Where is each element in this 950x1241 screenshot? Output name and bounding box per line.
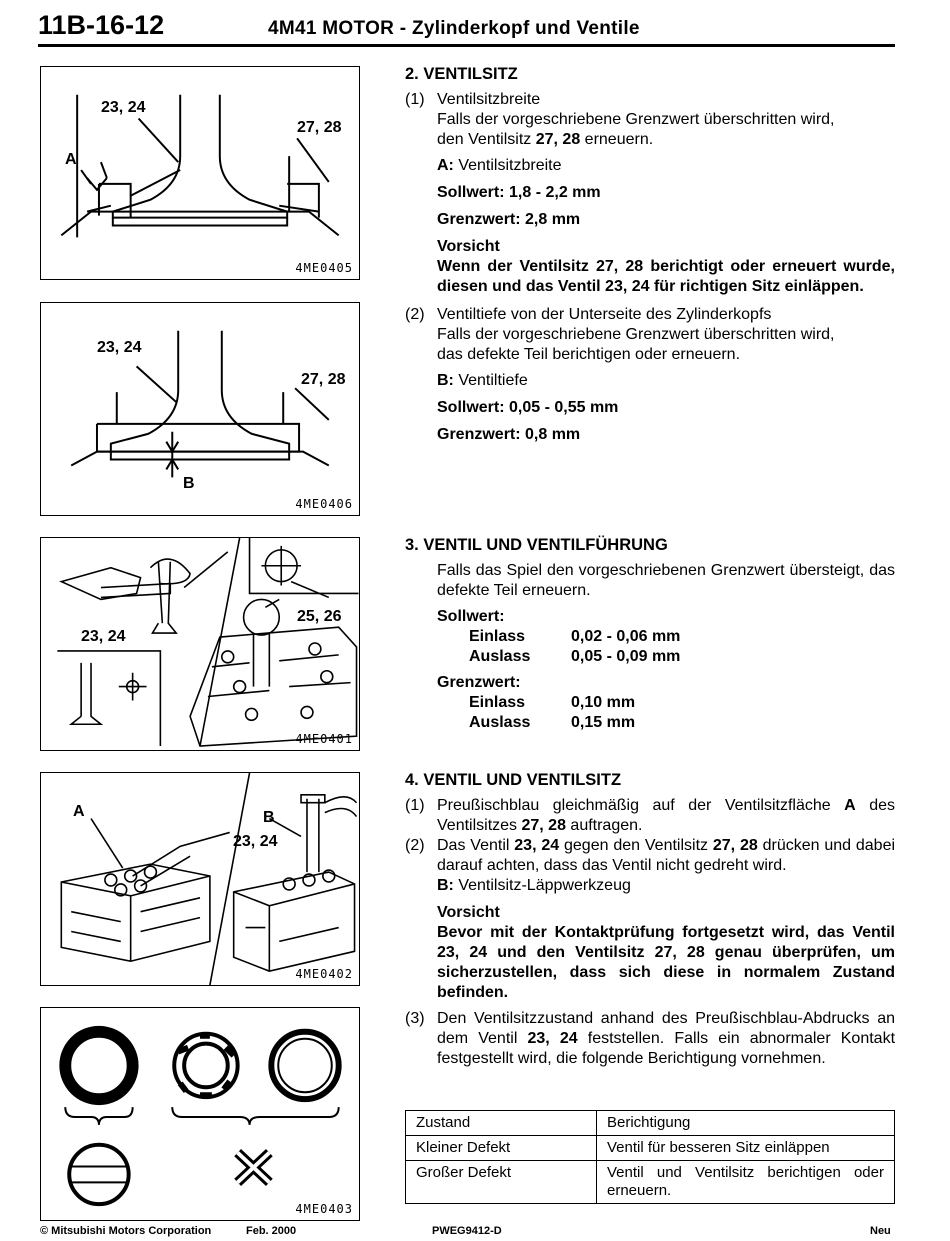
footer-doc-code: PWEG9412-D: [432, 1225, 502, 1237]
step-text: Falls der vorgeschriebene Grenzwert überschritten wird,: [437, 111, 835, 128]
figure-code: 4ME0406: [295, 497, 353, 511]
step-item: (2) Das Ventil 23, 24 gegen den Ventilsitz 27, 28 drücken und dabei darauf achten, dass das Ventil nicht gedreht wird. B: Ventilsitz-Läppwerkzeug Vorsicht Bevor mit der Kontaktprüfung fortgesetzt wird, das Ventil 23, 24 und den Ventilsitz 27, 28 genau überprüfen, um sicherzustellen, dass sich diese in normalem Zustand befinden.: [405, 837, 896, 1001]
step-text: den Ventilsitz 27, 28 erneuern.: [437, 131, 654, 148]
step-item: (1) Preußischblau gleichmäßig auf der Ventilsitzfläche A des Ventilsitzes 27, 28 auftragen.: [405, 797, 895, 834]
step-number: (2): [405, 837, 425, 854]
step-text: das defekte Teil berichtigen oder erneuern.: [437, 346, 741, 363]
callout-label: 23, 24: [81, 628, 126, 645]
section-heading: 4. VENTIL UND VENTILSITZ: [405, 771, 622, 789]
figure-code: 4ME0402: [295, 967, 353, 981]
section-ventil-ventilsitz: [405, 770, 895, 1069]
callout-label: A: [73, 803, 85, 820]
spec-value: Sollwert: 0,05 - 0,55 mm: [437, 399, 619, 416]
figure-valve-seat-width: [40, 66, 360, 280]
caution-text: Bevor mit der Kontaktprüfung fortgesetzt wird, das Ventil 23, 24 und den Ventilsitz 27, 28 genau überprüfen, um sicherzustellen, dass sich diese in normalem Zustand befinden.: [437, 924, 895, 1001]
figure-valve-depth: [40, 302, 360, 516]
step-item: [405, 90, 895, 297]
figure-code: 4ME0401: [295, 732, 353, 746]
limit-heading: Grenzwert:: [437, 674, 521, 691]
legend-a: A: Ventilsitzbreite: [437, 157, 562, 174]
caution-text: Wenn der Ventilsitz 27, 28 berichtigt oder erneuert wurde, diesen und das Ventil 23, 24 für richtigen Sitz einläppen.: [437, 258, 895, 295]
spec-row: Auslass 0,05 - 0,09 mm: [469, 648, 681, 665]
contact-patterns-drawing: [41, 1008, 359, 1220]
callout-label: 27, 28: [297, 119, 342, 136]
legend-b: B: Ventiltiefe: [437, 372, 528, 389]
step-item: [405, 305, 895, 445]
step-text: Falls der vorgeschriebene Grenzwert überschritten wird,: [437, 326, 835, 343]
callout-label: 23, 24: [97, 339, 142, 356]
step-number: (3): [405, 1010, 425, 1027]
callout-label: B: [263, 809, 275, 826]
footer-status: Neu: [870, 1225, 891, 1237]
figure-valve-lapping: [40, 772, 360, 986]
limit-row: Auslass 0,15 mm: [469, 714, 636, 731]
step-title: Ventilsitzbreite: [437, 91, 541, 108]
callout-label: 25, 26: [297, 608, 342, 625]
table-row: [406, 1161, 895, 1204]
figure-code: 4ME0403: [295, 1202, 353, 1216]
footer-copyright: © Mitsubishi Motors Corporation: [40, 1225, 212, 1237]
limit-list: [405, 693, 895, 733]
section-text: Falls das Spiel den vorgeschriebenen Grenzwert übersteigt, das defekte Teil erneuern.: [437, 562, 895, 599]
correction-table: [405, 1110, 895, 1204]
table-header: Zustand: [406, 1111, 597, 1136]
step-item: (3) Den Ventilsitzzustand anhand des Preußischblau-Abdrucks an dem Ventil 23, 24 feststellen. Falls ein abnormaler Kontakt festgestellt wird, die folgende Berichtigung vornehmen.: [405, 1010, 896, 1067]
figure-valve-guide-clearance: [40, 537, 360, 751]
spec-heading: Sollwert:: [437, 608, 505, 625]
table-header-row: [406, 1111, 895, 1136]
callout-label: A: [65, 151, 77, 168]
limit-value: Grenzwert: 2,8 mm: [437, 211, 581, 228]
valve-depth-drawing: [41, 303, 359, 515]
step-title: Ventiltiefe von der Unterseite des Zylinderkopfs: [437, 306, 772, 323]
table-header: Berichtigung: [597, 1111, 895, 1136]
table-cell: Kleiner Defekt: [406, 1136, 597, 1161]
section-ventilfuehrung: [405, 535, 895, 733]
table-cell: Ventil für besseren Sitz einläppen: [597, 1136, 895, 1161]
section-heading: 2. VENTILSITZ: [405, 65, 518, 83]
spec-list: [405, 627, 895, 667]
footer-date: Feb. 2000: [246, 1225, 297, 1237]
callout-label: B: [183, 475, 195, 492]
page-title: 4M41 MOTOR - Zylinderkopf und Ventile: [268, 18, 640, 39]
limit-row: Einlass 0,10 mm: [469, 694, 636, 711]
step-number: (2): [405, 306, 425, 323]
table-cell: Großer Defekt: [406, 1161, 597, 1204]
figure-contact-patterns: [40, 1007, 360, 1221]
legend-b: B: Ventilsitz-Läppwerkzeug: [437, 877, 631, 894]
section-heading: 3. VENTIL UND VENTILFÜHRUNG: [405, 536, 668, 554]
page-number: 11B-16-12: [38, 10, 165, 40]
figure-code: 4ME0405: [295, 261, 353, 275]
valve-lapping-drawing: [41, 773, 359, 985]
section-ventilsitz: [405, 64, 895, 445]
callout-label: 27, 28: [301, 371, 346, 388]
step-number: (1): [405, 91, 425, 108]
spec-row: Einlass 0,02 - 0,06 mm: [469, 628, 681, 645]
caution-title: Vorsicht: [437, 238, 500, 255]
callout-label: 23, 24: [233, 833, 278, 850]
spec-value: Sollwert: 1,8 - 2,2 mm: [437, 184, 601, 201]
table-cell: Ventil und Ventilsitz berichtigen oder erneuern.: [597, 1161, 895, 1204]
header-rule: [38, 44, 895, 47]
limit-value: Grenzwert: 0,8 mm: [437, 426, 581, 443]
valve-seat-width-drawing: [41, 67, 359, 279]
table-row: [406, 1136, 895, 1161]
callout-label: 23, 24: [101, 99, 146, 116]
step-number: (1): [405, 797, 425, 814]
caution-title: Vorsicht: [437, 904, 500, 921]
